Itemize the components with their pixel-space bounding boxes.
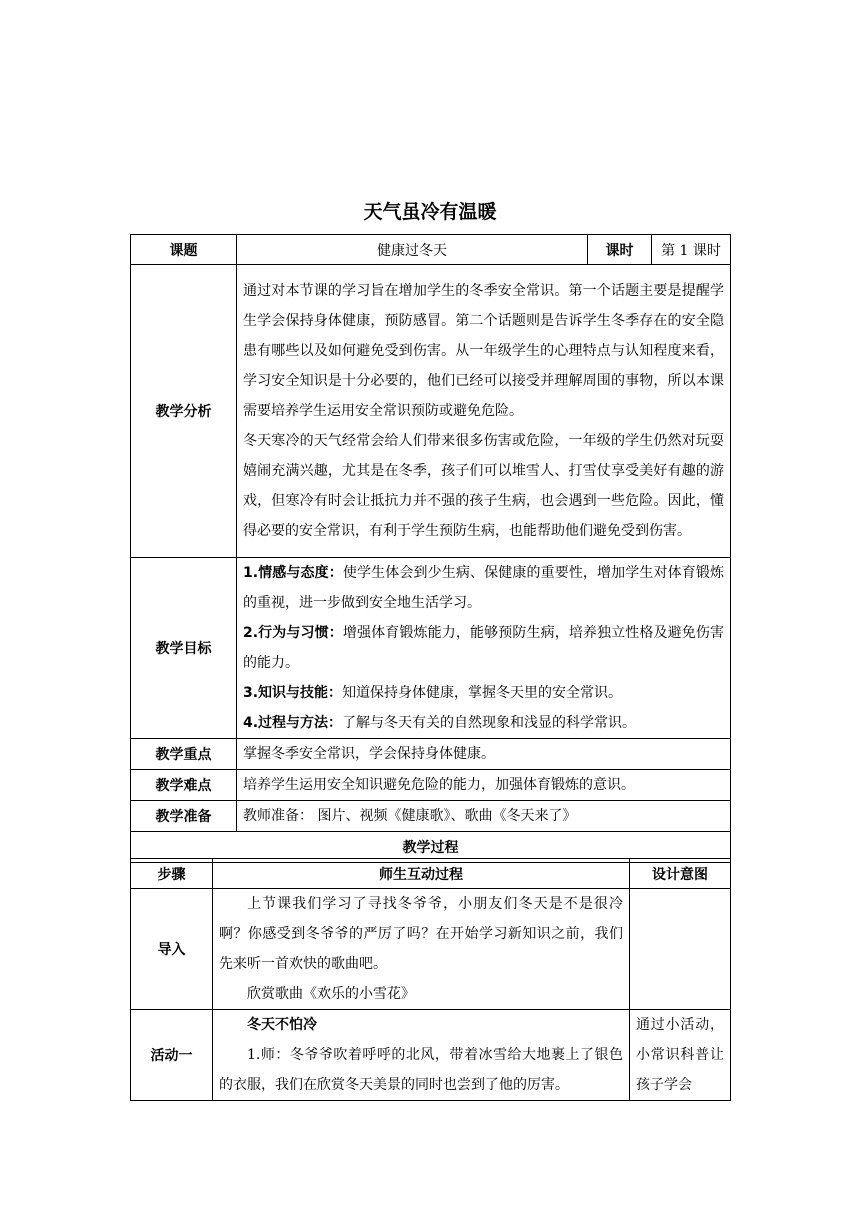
prep-value: 教师准备： 图片、视频《健康歌》、歌曲《冬天来了》	[237, 801, 731, 832]
interaction-cell	[213, 1010, 630, 1101]
difficulty-label: 教学难点	[131, 770, 237, 801]
period-value: 第 1 课时	[652, 235, 731, 265]
goal-head: 1.情感与态度：	[243, 565, 343, 581]
analysis-content	[237, 265, 731, 558]
lesson-info-table	[130, 234, 731, 863]
interaction-cell	[213, 889, 630, 1010]
goal-head: 4.过程与方法：	[243, 715, 343, 731]
goal-head: 3.知识与技能：	[243, 685, 343, 701]
analysis-paragraph: 通过对本节课的学习旨在增加学生的冬季安全常识。第一个话题主要是提醒学生学会保持身体健康，预防感冒。第二个话题则是告诉学生冬季存在的安全隐患有哪些以及如何避免受到伤害。从一年级学生的心理特点与认知程度来看，学习安全知识是十分必要的，他们已经可以接受并理解周围的事物，所以本课需要培养学生运用安全常识预防或避免危险。	[243, 283, 724, 419]
goal-text: 使学生体会到少生病、保健康的重要性，增加学生对体育锻炼的重视，进一步做到安全地生活学习。	[243, 565, 725, 611]
topic-value: 健康过冬天	[237, 235, 588, 265]
activity-heading: 冬天不怕冷	[247, 1017, 317, 1033]
col-interaction: 师生互动过程	[213, 859, 630, 889]
analysis-paragraph: 冬天寒冷的天气经常会给人们带来很多伤害或危险，一年级的学生仍然对玩耍嬉闹充满兴趣，尤其是在冬季，孩子们可以堆雪人、打雪仗享受美好有趣的游戏，但寒冷有时会让抵抗力并不强的孩子生病，也会遇到一些危险。因此，懂得必要的安全常识，有利于学生预防生病，也能帮助他们避免受到伤害。	[243, 433, 724, 539]
interaction-paragraph: 1.师：冬爷爷吹着呼呼的北风，带着冰雪给大地裹上了银色的衣服，我们在欣赏冬天美景的同时也尝到了他的厉害。	[219, 1047, 623, 1093]
topic-label: 课题	[131, 235, 237, 265]
col-intent: 设计意图	[630, 859, 731, 889]
interaction-paragraph: 欣赏歌曲《欢乐的小雪花》	[247, 986, 415, 1002]
page-title: 天气虽冷有温暖	[363, 201, 497, 223]
prep-label: 教学准备	[131, 801, 237, 832]
intent-cell	[630, 889, 731, 1010]
key-label: 教学重点	[131, 739, 237, 770]
goal-head: 2.行为与习惯：	[243, 625, 343, 641]
step-cell: 导入	[131, 889, 213, 1010]
process-label: 教学过程	[131, 832, 731, 863]
goal-text: 知道保持身体健康，掌握冬天里的安全常识。	[342, 685, 623, 701]
intent-cell: 通过小活动，小常识科普让孩子学会	[630, 1010, 731, 1101]
process-table	[130, 858, 731, 1101]
goals-content	[237, 558, 731, 739]
col-step: 步骤	[131, 859, 213, 889]
step-cell: 活动一	[131, 1010, 213, 1101]
goal-item	[243, 618, 724, 678]
goal-text: 增强体育锻炼能力，能够预防生病，培养独立性格及避免伤害的能力。	[243, 625, 725, 671]
key-value: 掌握冬季安全常识，学会保持身体健康。	[237, 739, 731, 770]
analysis-label: 教学分析	[131, 265, 237, 558]
goal-item	[243, 678, 724, 708]
interaction-paragraph: 上节课我们学习了寻找冬爷爷，小朋友们冬天是不是很冷啊？你感受到冬爷爷的严厉了吗？在开始学习新知识之前，我们先来听一首欢快的歌曲吧。	[219, 896, 623, 972]
goal-text: 了解与冬天有关的自然现象和浅显的科学常识。	[342, 715, 637, 731]
goals-label: 教学目标	[131, 558, 237, 739]
goal-item	[243, 558, 724, 618]
goal-item	[243, 708, 724, 738]
difficulty-value: 培养学生运用安全知识避免危险的能力，加强体育锻炼的意识。	[237, 770, 731, 801]
period-label: 课时	[588, 235, 652, 265]
